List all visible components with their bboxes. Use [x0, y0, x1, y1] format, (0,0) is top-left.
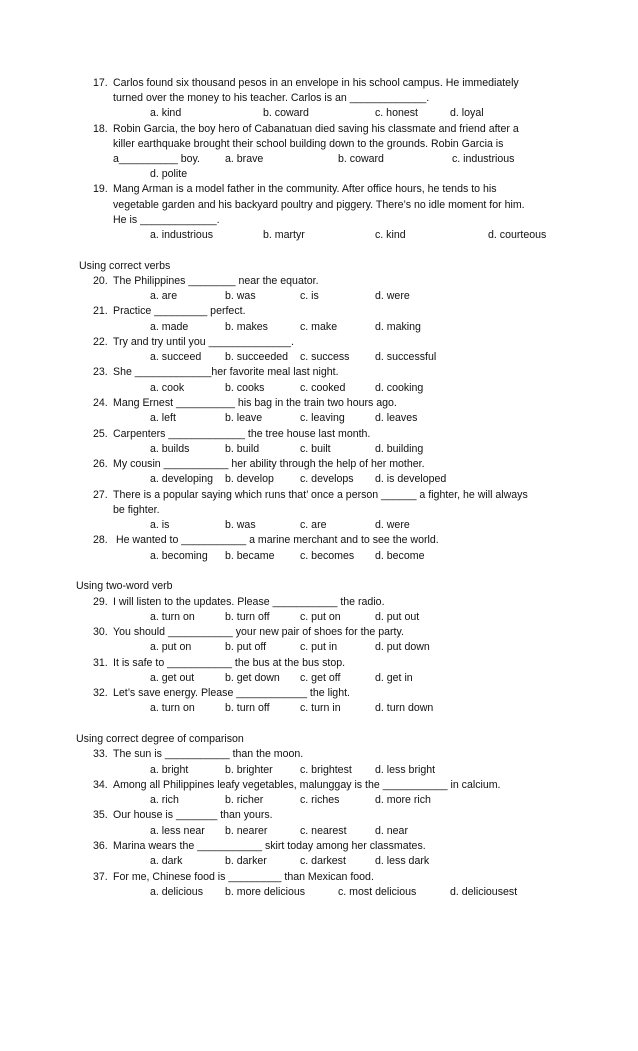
- question-number: 25.: [93, 428, 108, 440]
- question-number: 22.: [93, 336, 108, 348]
- option-d: d. put out: [375, 611, 420, 623]
- question-text: Marina wears the ___________ skirt today among her classmates.: [113, 840, 426, 852]
- option-a: a. get out: [150, 672, 195, 684]
- option-b: b. develop: [225, 473, 274, 485]
- option-a: a. is: [150, 519, 170, 531]
- option-b: b. turn off: [225, 611, 270, 623]
- question-26: [93, 457, 571, 472]
- option-d: d. were: [375, 519, 410, 531]
- question-37: [93, 870, 571, 885]
- option-b: b. nearer: [225, 825, 268, 837]
- option-c: c. built: [300, 443, 331, 455]
- question-18: [93, 122, 571, 137]
- question-text: He wanted to ___________ a marine merchant and to see the world.: [113, 534, 439, 546]
- option-a: a. turn on: [150, 611, 195, 623]
- question-25: [93, 427, 571, 442]
- option-a: a. rich: [150, 794, 179, 806]
- question-text: It is safe to ___________ the bus at the bus stop.: [113, 657, 346, 669]
- option-d: d. successful: [375, 351, 437, 363]
- option-a: a. industrious: [150, 229, 214, 241]
- option-c: c. is: [300, 290, 319, 302]
- option-d: d. building: [375, 443, 424, 455]
- option-c: c. success: [300, 351, 350, 363]
- option-a: a. are: [150, 290, 178, 302]
- question-text: For me, Chinese food is _________ than Mexican food.: [113, 871, 374, 883]
- question-18-continued: killer earthquake brought their school building down to the grounds. Robin Garcia is: [113, 138, 504, 150]
- section-heading-verbs: Using correct verbs: [79, 260, 171, 272]
- option-c: c. honest: [375, 107, 418, 119]
- option-d: d. get in: [375, 672, 413, 684]
- option-c: c. put on: [300, 611, 341, 623]
- option-b: b. succeeded: [225, 351, 289, 363]
- option-d: d. cooking: [375, 382, 424, 394]
- option-b: b. more delicious: [225, 886, 306, 898]
- question-text: You should ___________ your new pair of shoes for the party.: [113, 626, 404, 638]
- option-d: d. turn down: [375, 702, 434, 714]
- option-a: a. cook: [150, 382, 185, 394]
- question-number: 17.: [93, 77, 108, 89]
- question-31: [93, 656, 571, 671]
- question-number: 29.: [93, 596, 108, 608]
- question-33: [93, 747, 571, 762]
- option-b: b. coward: [263, 107, 309, 119]
- question-number: 32.: [93, 687, 108, 699]
- question-number: 37.: [93, 871, 108, 883]
- option-a: a. put on: [150, 641, 192, 653]
- question-19-continued-2: He is _____________.: [113, 214, 220, 226]
- option-a: a. kind: [150, 107, 182, 119]
- option-d: d. less bright: [375, 764, 436, 776]
- option-a: a. less near: [150, 825, 205, 837]
- question-number: 33.: [93, 748, 108, 760]
- question-text: Our house is _______ than yours.: [113, 809, 273, 821]
- question-number: 27.: [93, 489, 108, 501]
- section-heading-degree-of-comparison: Using correct degree of comparison: [76, 733, 244, 745]
- option-c: c. turn in: [300, 702, 341, 714]
- option-d: d. making: [375, 321, 421, 333]
- question-20: [93, 274, 571, 289]
- option-d: d. become: [375, 550, 425, 562]
- question-text: Carpenters _____________ the tree house last month.: [113, 428, 371, 440]
- option-a: a. becoming: [150, 550, 208, 562]
- option-d: d. near: [375, 825, 408, 837]
- option-c: c. darkest: [300, 855, 346, 867]
- option-c: c. are: [300, 519, 327, 531]
- option-c: c. becomes: [300, 550, 355, 562]
- option-b: b. was: [225, 519, 256, 531]
- question-text: She _____________her favorite meal last night.: [113, 366, 339, 378]
- question-text: My cousin ___________ her ability through the help of her mother.: [113, 458, 425, 470]
- question-number: 26.: [93, 458, 108, 470]
- question-text: There is a popular saying which runs that’ once a person ______ a fighter, he will always: [113, 489, 528, 501]
- option-a: a. brave: [225, 153, 264, 165]
- question-number: 19.: [93, 183, 108, 195]
- question-30: [93, 625, 571, 640]
- option-c: c. put in: [300, 641, 338, 653]
- question-text: Mang Arman is a model father in the community. After office hours, he tends to his: [113, 183, 497, 195]
- option-c: c. get off: [300, 672, 341, 684]
- question-21: [93, 304, 571, 319]
- option-b: b. martyr: [263, 229, 305, 241]
- option-c: c. brightest: [300, 764, 352, 776]
- option-b: b. brighter: [225, 764, 273, 776]
- question-24: [93, 396, 571, 411]
- question-text: Try and try until you ______________.: [113, 336, 295, 348]
- option-b: b. build: [225, 443, 260, 455]
- question-text: The Philippines ________ near the equator.: [113, 275, 319, 287]
- question-28: [93, 533, 571, 548]
- option-b: b. richer: [225, 794, 264, 806]
- option-c: c. nearest: [300, 825, 347, 837]
- option-d: d. is developed: [375, 473, 447, 485]
- option-d: d. polite: [150, 168, 188, 180]
- option-c: c. kind: [375, 229, 406, 241]
- option-a: a. made: [150, 321, 189, 333]
- option-b: b. put off: [225, 641, 267, 653]
- question-number: 28.: [93, 534, 108, 546]
- option-a: a. delicious: [150, 886, 203, 898]
- option-c: c. riches: [300, 794, 340, 806]
- question-text: Among all Philippines leafy vegetables, malunggay is the ___________ in calcium.: [113, 779, 501, 791]
- option-d: d. put down: [375, 641, 430, 653]
- question-22: [93, 335, 571, 350]
- question-number: 35.: [93, 809, 108, 821]
- question-36: [93, 839, 571, 854]
- option-a: a. succeed: [150, 351, 202, 363]
- option-d: d. more rich: [375, 794, 431, 806]
- option-b: b. makes: [225, 321, 268, 333]
- option-b: b. became: [225, 550, 275, 562]
- question-text: Carlos found six thousand pesos in an envelope in his school campus. He immediately: [113, 77, 519, 89]
- question-19-continued: vegetable garden and his backyard poultry and piggery. There’s no idle moment for him.: [113, 199, 525, 211]
- question-19: [93, 182, 571, 197]
- option-b: b. coward: [338, 153, 384, 165]
- question-number: 24.: [93, 397, 108, 409]
- question-number: 20.: [93, 275, 108, 287]
- option-a: a. dark: [150, 855, 183, 867]
- question-34: [93, 778, 571, 793]
- question-text: Let’s save energy. Please ____________ the light.: [113, 687, 350, 699]
- question-text: The sun is ___________ than the moon.: [113, 748, 304, 760]
- option-a: a. left: [150, 412, 176, 424]
- question-23: [93, 365, 571, 380]
- option-d: d. deliciousest: [450, 886, 518, 898]
- question-17: [93, 76, 571, 91]
- option-c: c. leaving: [300, 412, 345, 424]
- question-number: 34.: [93, 779, 108, 791]
- question-number: 31.: [93, 657, 108, 669]
- option-a: a. bright: [150, 764, 189, 776]
- question-18-options: [0, 152, 638, 167]
- option-c: c. cooked: [300, 382, 346, 394]
- question-number: 21.: [93, 305, 108, 317]
- option-b: b. darker: [225, 855, 267, 867]
- question-number: 36.: [93, 840, 108, 852]
- option-b: b. get down: [225, 672, 280, 684]
- option-b: b. cooks: [225, 382, 265, 394]
- question-17-continued: turned over the money to his teacher. Carlos is an _____________.: [113, 92, 430, 104]
- question-text: I will listen to the updates. Please ___________ the radio.: [113, 596, 385, 608]
- option-c: c. develops: [300, 473, 354, 485]
- option-d: d. leaves: [375, 412, 418, 424]
- question-32: [93, 686, 571, 701]
- question-29: [93, 595, 571, 610]
- option-c: c. make: [300, 321, 338, 333]
- question-number: 30.: [93, 626, 108, 638]
- section-heading-two-word-verb: Using two-word verb: [76, 580, 173, 592]
- option-b: b. leave: [225, 412, 263, 424]
- option-d: d. were: [375, 290, 410, 302]
- option-d: d. courteous: [488, 229, 547, 241]
- question-27-continued: be fighter.: [113, 504, 160, 516]
- option-a: a. turn on: [150, 702, 195, 714]
- option-d: d. less dark: [375, 855, 430, 867]
- option-b: b. turn off: [225, 702, 270, 714]
- option-a: a. developing: [150, 473, 214, 485]
- option-c: c. industrious: [452, 153, 515, 165]
- question-number: 18.: [93, 123, 108, 135]
- question-number: 23.: [93, 366, 108, 378]
- question-35: [93, 808, 571, 823]
- question-text: Mang Ernest __________ his bag in the train two hours ago.: [113, 397, 397, 409]
- question-18-blank-line: a__________ boy.: [113, 153, 200, 165]
- option-d: d. loyal: [450, 107, 484, 119]
- option-a: a. builds: [150, 443, 190, 455]
- question-text: Robin Garcia, the boy hero of Cabanatuan died saving his classmate and friend after a: [113, 123, 519, 135]
- option-c: c. most delicious: [338, 886, 417, 898]
- question-27: [93, 488, 571, 503]
- option-b: b. was: [225, 290, 256, 302]
- question-text: Practice _________ perfect.: [113, 305, 246, 317]
